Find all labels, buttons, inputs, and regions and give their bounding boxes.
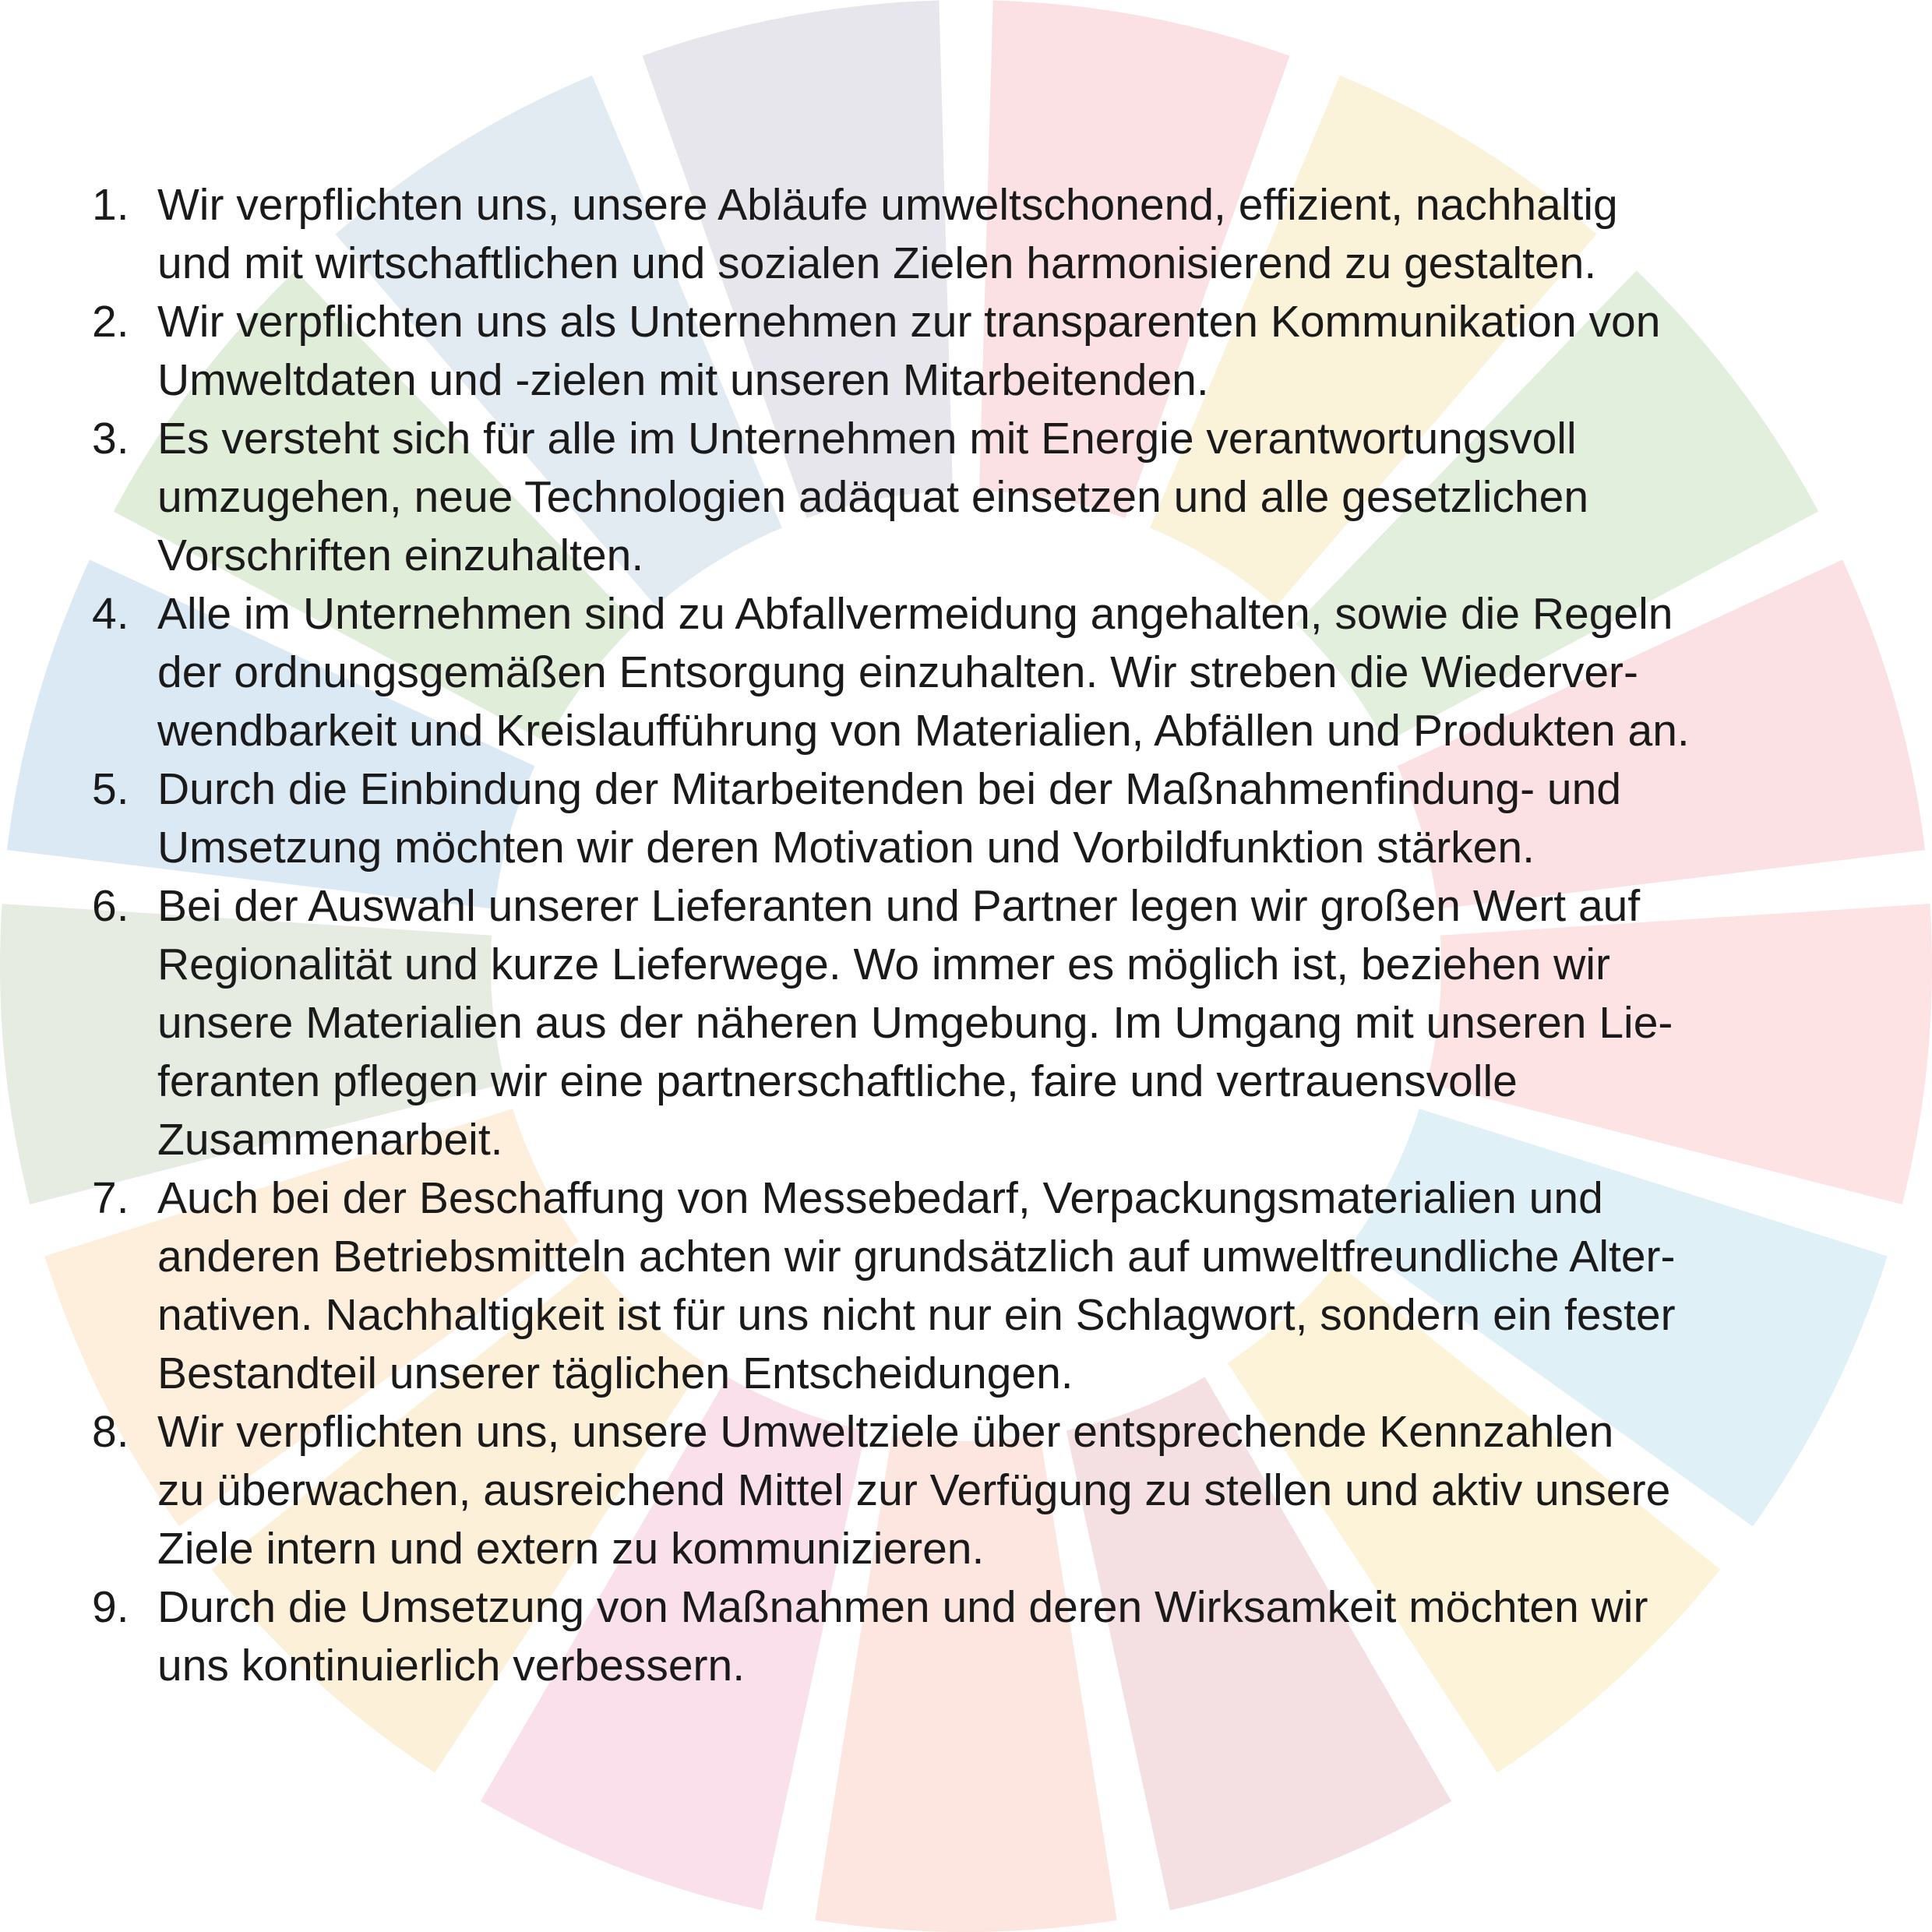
principle-text-line: der ordnungsgemäßen Entsorgung einzuhalten. Wir streben die Wiederver- [157,647,1639,697]
principle-text-line: Wir verpflichten uns, unsere Abläufe umweltschonend, effizient, nachhaltig [157,180,1618,230]
principle-text-line: zu überwachen, ausreichend Mittel zur Verfügung zu stellen und aktiv unsere [157,1465,1671,1515]
principle-text-line: Umweltdaten und -zielen mit unseren Mitarbeitenden. [157,355,1209,405]
principle-text-line: Wir verpflichten uns als Unternehmen zur transparenten Kommunikation von [157,297,1661,347]
principle-text-line: Regionalität und kurze Lieferwege. Wo immer es möglich ist, beziehen wir [157,940,1610,989]
principles-list [92,176,1845,1695]
principle-text-line: Zusammenarbeit. [157,1115,503,1165]
principle-text-line: anderen Betriebsmitteln achten wir grundsätzlich auf umweltfreundliche Alter- [157,1232,1676,1282]
principle-text-line: und mit wirtschaftlichen und sozialen Zielen harmonisierend zu gestalten. [157,238,1597,288]
principle-item [92,1403,1845,1578]
principle-text-line: Auch bei der Beschaffung von Messebedarf, Verpackungsmaterialien und [157,1173,1603,1223]
principle-item [92,585,1845,760]
principle-number: 6. [92,881,129,931]
principle-text-line: Wir verpflichten uns, unsere Umweltziele über entsprechende Kennzahlen [157,1407,1614,1457]
principle-text-line: Durch die Einbindung der Mitarbeitenden bei der Maßnahmenfindung- und [157,764,1622,814]
principle-item [92,1169,1845,1403]
principle-item [92,877,1845,1169]
principle-text-line: Bei der Auswahl unserer Lieferanten und Partner legen wir großen Wert auf [157,881,1641,931]
principle-number: 8. [92,1407,129,1457]
principle-text-line: wendbarkeit und Kreislaufführung von Materialien, Abfällen und Produkten an. [157,706,1690,756]
principle-text-line: umzugehen, neue Technologien adäquat einsetzen und alle gesetzlichen [157,472,1589,522]
principle-number: 3. [92,414,129,464]
principle-text-line: Durch die Umsetzung von Maßnahmen und deren Wirksamkeit möchten wir [157,1582,1648,1632]
principle-number: 7. [92,1173,129,1223]
principle-number: 9. [92,1582,129,1632]
principle-number: 4. [92,589,129,639]
principle-text-line: Umsetzung möchten wir deren Motivation und Vorbildfunktion stärken. [157,823,1535,873]
principle-text-line: feranten pflegen wir eine partnerschaftliche, faire und vertrauensvolle [157,1056,1518,1106]
principle-text-line: unsere Materialien aus der näheren Umgebung. Im Umgang mit unseren Lie- [157,998,1673,1048]
principle-item [92,760,1845,877]
principle-text-line: uns kontinuierlich verbessern. [157,1641,746,1690]
principle-item [92,293,1845,410]
principle-text-line: Es versteht sich für alle im Unternehmen mit Energie verantwortungsvoll [157,414,1577,464]
principle-text-line: nativen. Nachhaltigkeit ist für uns nicht nur ein Schlagwort, sondern ein fester [157,1290,1676,1340]
principle-text-line: Alle im Unternehmen sind zu Abfallvermeidung angehalten, sowie die Regeln [157,589,1673,639]
principle-number: 5. [92,764,129,814]
principle-text-line: Vorschriften einzuhalten. [157,531,644,580]
principle-item [92,410,1845,585]
principle-number: 2. [92,297,129,347]
principle-number: 1. [92,180,129,230]
principle-item [92,176,1845,293]
principle-text-line: Bestandteil unserer täglichen Entscheidungen. [157,1349,1074,1398]
principle-text-line: Ziele intern und extern zu kommunizieren. [157,1524,985,1574]
principle-item [92,1578,1845,1695]
